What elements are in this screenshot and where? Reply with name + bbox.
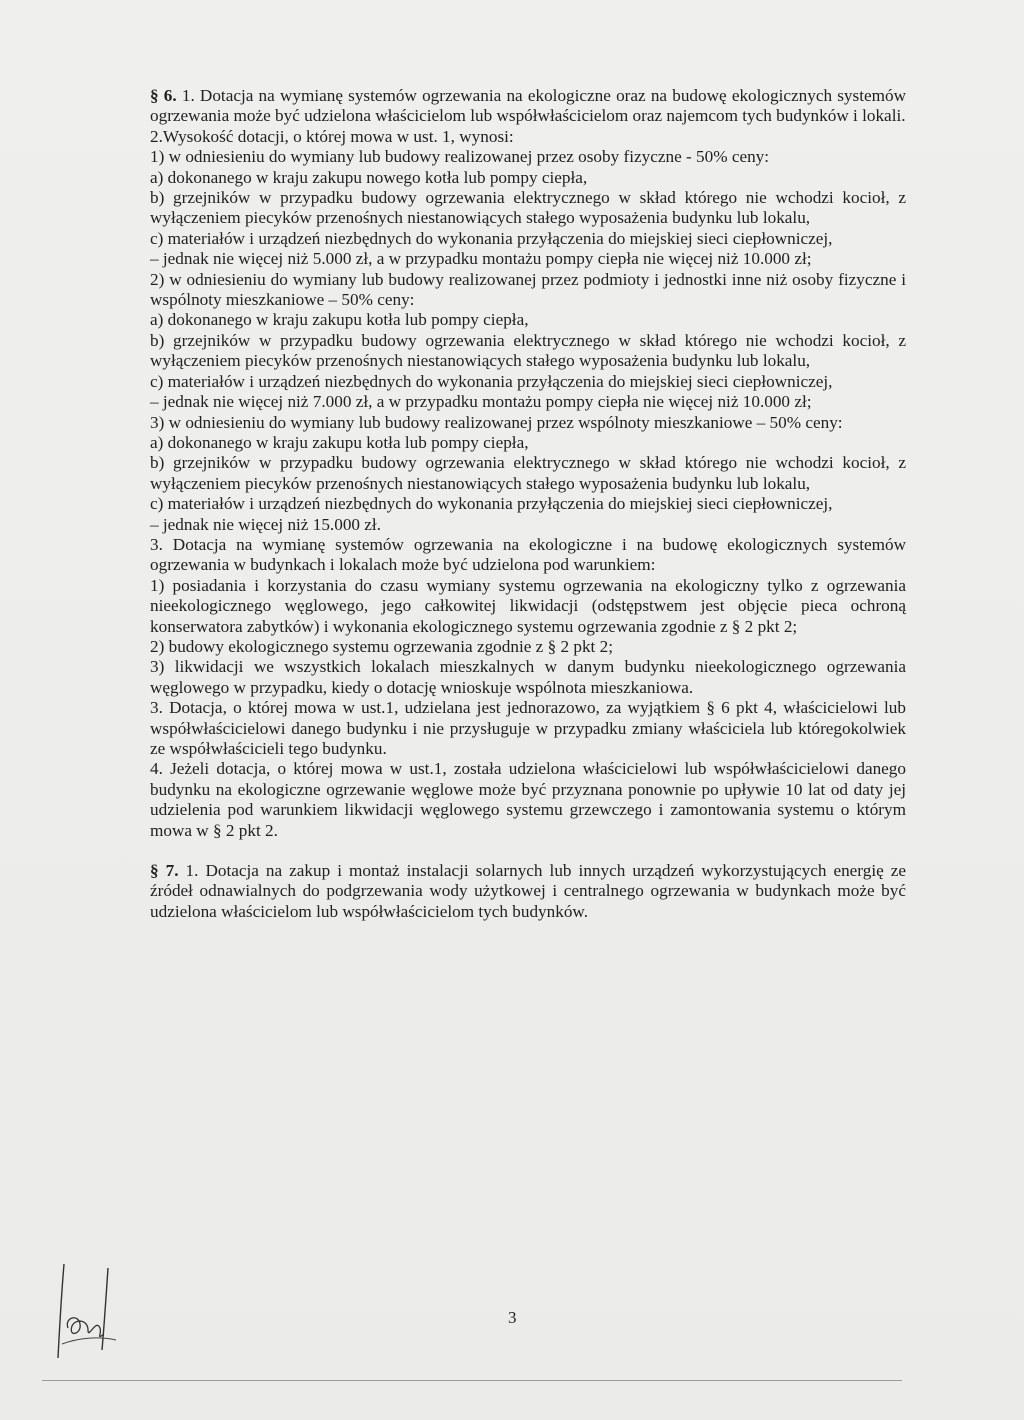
paragraph: [150, 147, 906, 167]
paragraph: [150, 433, 906, 453]
paragraph: [150, 494, 906, 514]
paragraph-text: 1. Dotacja na zakup i montaż instalacji solarnych lub innych urządzeń wykorzystujących energię ze źródeł odnawialnych do podgrzewania wody użytkowej i centralnego ogrzewania w budynkach może być udzielona właścicielom lub współwłaścicielom tych budynków.: [150, 861, 906, 921]
paragraph-text: 2) w odniesieniu do wymiany lub budowy realizowanej przez podmioty i jednostki inne niż osoby fizyczne i wspólnoty mieszkaniowe – 50% ceny:: [150, 269, 906, 310]
paragraph: [150, 759, 906, 841]
section-marker: § 6.: [150, 86, 177, 105]
paragraph: [150, 453, 906, 494]
paragraph-text: c) materiałów i urządzeń niezbędnych do wykonania przyłączenia do miejskiej sieci ciepłowniczej,: [150, 228, 833, 248]
paragraph-text: – jednak nie więcej niż 5.000 zł, a w przypadku montażu pompy ciepła nie więcej niż 10.000 zł;: [150, 249, 812, 269]
handwritten-signature: [38, 1258, 128, 1368]
paragraph: [150, 229, 906, 249]
paragraph: [150, 249, 906, 269]
paragraph: [150, 372, 906, 392]
section-marker: § 7.: [150, 861, 179, 881]
paragraph-text: c) materiałów i urządzeń niezbędnych do wykonania przyłączenia do miejskiej sieci ciepłowniczej,: [150, 494, 833, 514]
paragraph-text: a) dokonanego w kraju zakupu kotła lub pompy ciepła,: [150, 310, 529, 330]
bottom-divider: [42, 1380, 902, 1381]
paragraph-text: 2.Wysokość dotacji, o której mowa w ust. 1, wynosi:: [150, 126, 514, 146]
paragraph: [150, 535, 906, 576]
paragraph-text: 2) budowy ekologicznego systemu ogrzewania zgodnie z § 2 pkt 2;: [150, 636, 613, 656]
paragraph-text: 3) likwidacji we wszystkich lokalach mieszkalnych w danym budynku nieekologicznego ogrzewania węglowego w przypadku, kiedy o dotację wnioskuje wspólnota mieszkaniowa.: [150, 657, 906, 697]
paragraph: [150, 515, 906, 535]
paragraph-text: – jednak nie więcej niż 7.000 zł, a w przypadku montażu pompy ciepła nie więcej niż 10.000 zł;: [150, 392, 812, 412]
paragraph: [150, 127, 906, 147]
page-number: 3: [508, 1308, 517, 1327]
paragraph-text: c) materiałów i urządzeń niezbędnych do wykonania przyłączenia do miejskiej sieci ciepłowniczej,: [150, 371, 833, 391]
paragraph-text: b) grzejników w przypadku budowy ogrzewania elektrycznego w skład którego nie wchodzi kocioł, z wyłączeniem piecyków przenośnych niestanowiących stałego wyposażenia budynku lub lokalu,: [150, 453, 906, 493]
paragraph-text: b) grzejników w przypadku budowy ogrzewania elektrycznego w skład którego nie wchodzi kocioł, z wyłączeniem piecyków przenośnych niestanowiących stałego wyposażenia budynku lub lokalu,: [150, 330, 906, 371]
paragraph: [150, 637, 906, 657]
paragraph: [150, 861, 906, 922]
paragraph: [150, 413, 906, 433]
paragraph: [150, 270, 906, 311]
paragraph-text: 4. Jeżeli dotacja, o której mowa w ust.1, została udzielona właścicielowi lub współwłaścicielowi danego budynku na ekologiczne ogrzewanie węglowe może być przyznana ponownie po upływie 10 lat od daty jej udzielenia pod warunkiem likwidacji węglowego systemu grzewczego i zamontowania systemu o którym mowa w § 2 pkt 2.: [150, 759, 906, 840]
paragraph: [150, 657, 906, 698]
paragraph: [150, 86, 906, 127]
paragraph-text: 1) w odniesieniu do wymiany lub budowy realizowanej przez osoby fizyczne - 50% ceny:: [150, 147, 770, 167]
paragraph-text: – jednak nie więcej niż 15.000 zł.: [150, 514, 381, 534]
paragraph-text: b) grzejników w przypadku budowy ogrzewania elektrycznego w skład którego nie wchodzi kocioł, z wyłączeniem piecyków przenośnych niestanowiących stałego wyposażenia budynku lub lokalu,: [150, 188, 906, 228]
paragraph: [150, 331, 906, 372]
paragraph: [150, 188, 906, 229]
paragraph: [150, 310, 906, 330]
paragraph: [150, 576, 906, 637]
paragraph-text: a) dokonanego w kraju zakupu kotła lub pompy ciepła,: [150, 432, 529, 452]
paragraph-text: 3. Dotacja na wymianę systemów ogrzewania na ekologiczne i na budowę ekologicznych systemów ogrzewania w budynkach i lokalach może być udzielona pod warunkiem:: [150, 534, 906, 575]
paragraph-text: 3. Dotacja, o której mowa w ust.1, udzielana jest jednorazowo, za wyjątkiem § 6 pkt 4, właścicielowi lub współwłaścicielowi danego budynku i nie przysługuje w przypadku zmiany właściciela lub któregokolwiek ze współwłaścicieli tego budynku.: [150, 698, 906, 758]
paragraph-text: 3) w odniesieniu do wymiany lub budowy realizowanej przez wspólnoty mieszkaniowe – 50% ceny:: [150, 412, 843, 432]
paragraph: [150, 698, 906, 759]
paragraph: [150, 392, 906, 412]
document-body: [150, 86, 906, 922]
paragraph-text: 1) posiadania i korzystania do czasu wymiany systemu ogrzewania na ekologiczny tylko z ogrzewania nieekologicznego węglowego, jego całkowitej likwidacji (odstępstwem jest objęcie pieca ochroną konserwatora zabytków) i wykonania ekologicznego systemu ogrzewania zgodnie z § 2 pkt 2;: [150, 575, 906, 636]
paragraph-gap: [150, 841, 906, 861]
paragraph-text: 1. Dotacja na wymianę systemów ogrzewania na ekologiczne oraz na budowę ekologicznych systemów ogrzewania może być udzielona właścicielom lub współwłaścicielom oraz najemcom tych budynków i lokali.: [150, 86, 906, 126]
paragraph: [150, 168, 906, 188]
paragraph-text: a) dokonanego w kraju zakupu nowego kotła lub pompy ciepła,: [150, 167, 588, 187]
